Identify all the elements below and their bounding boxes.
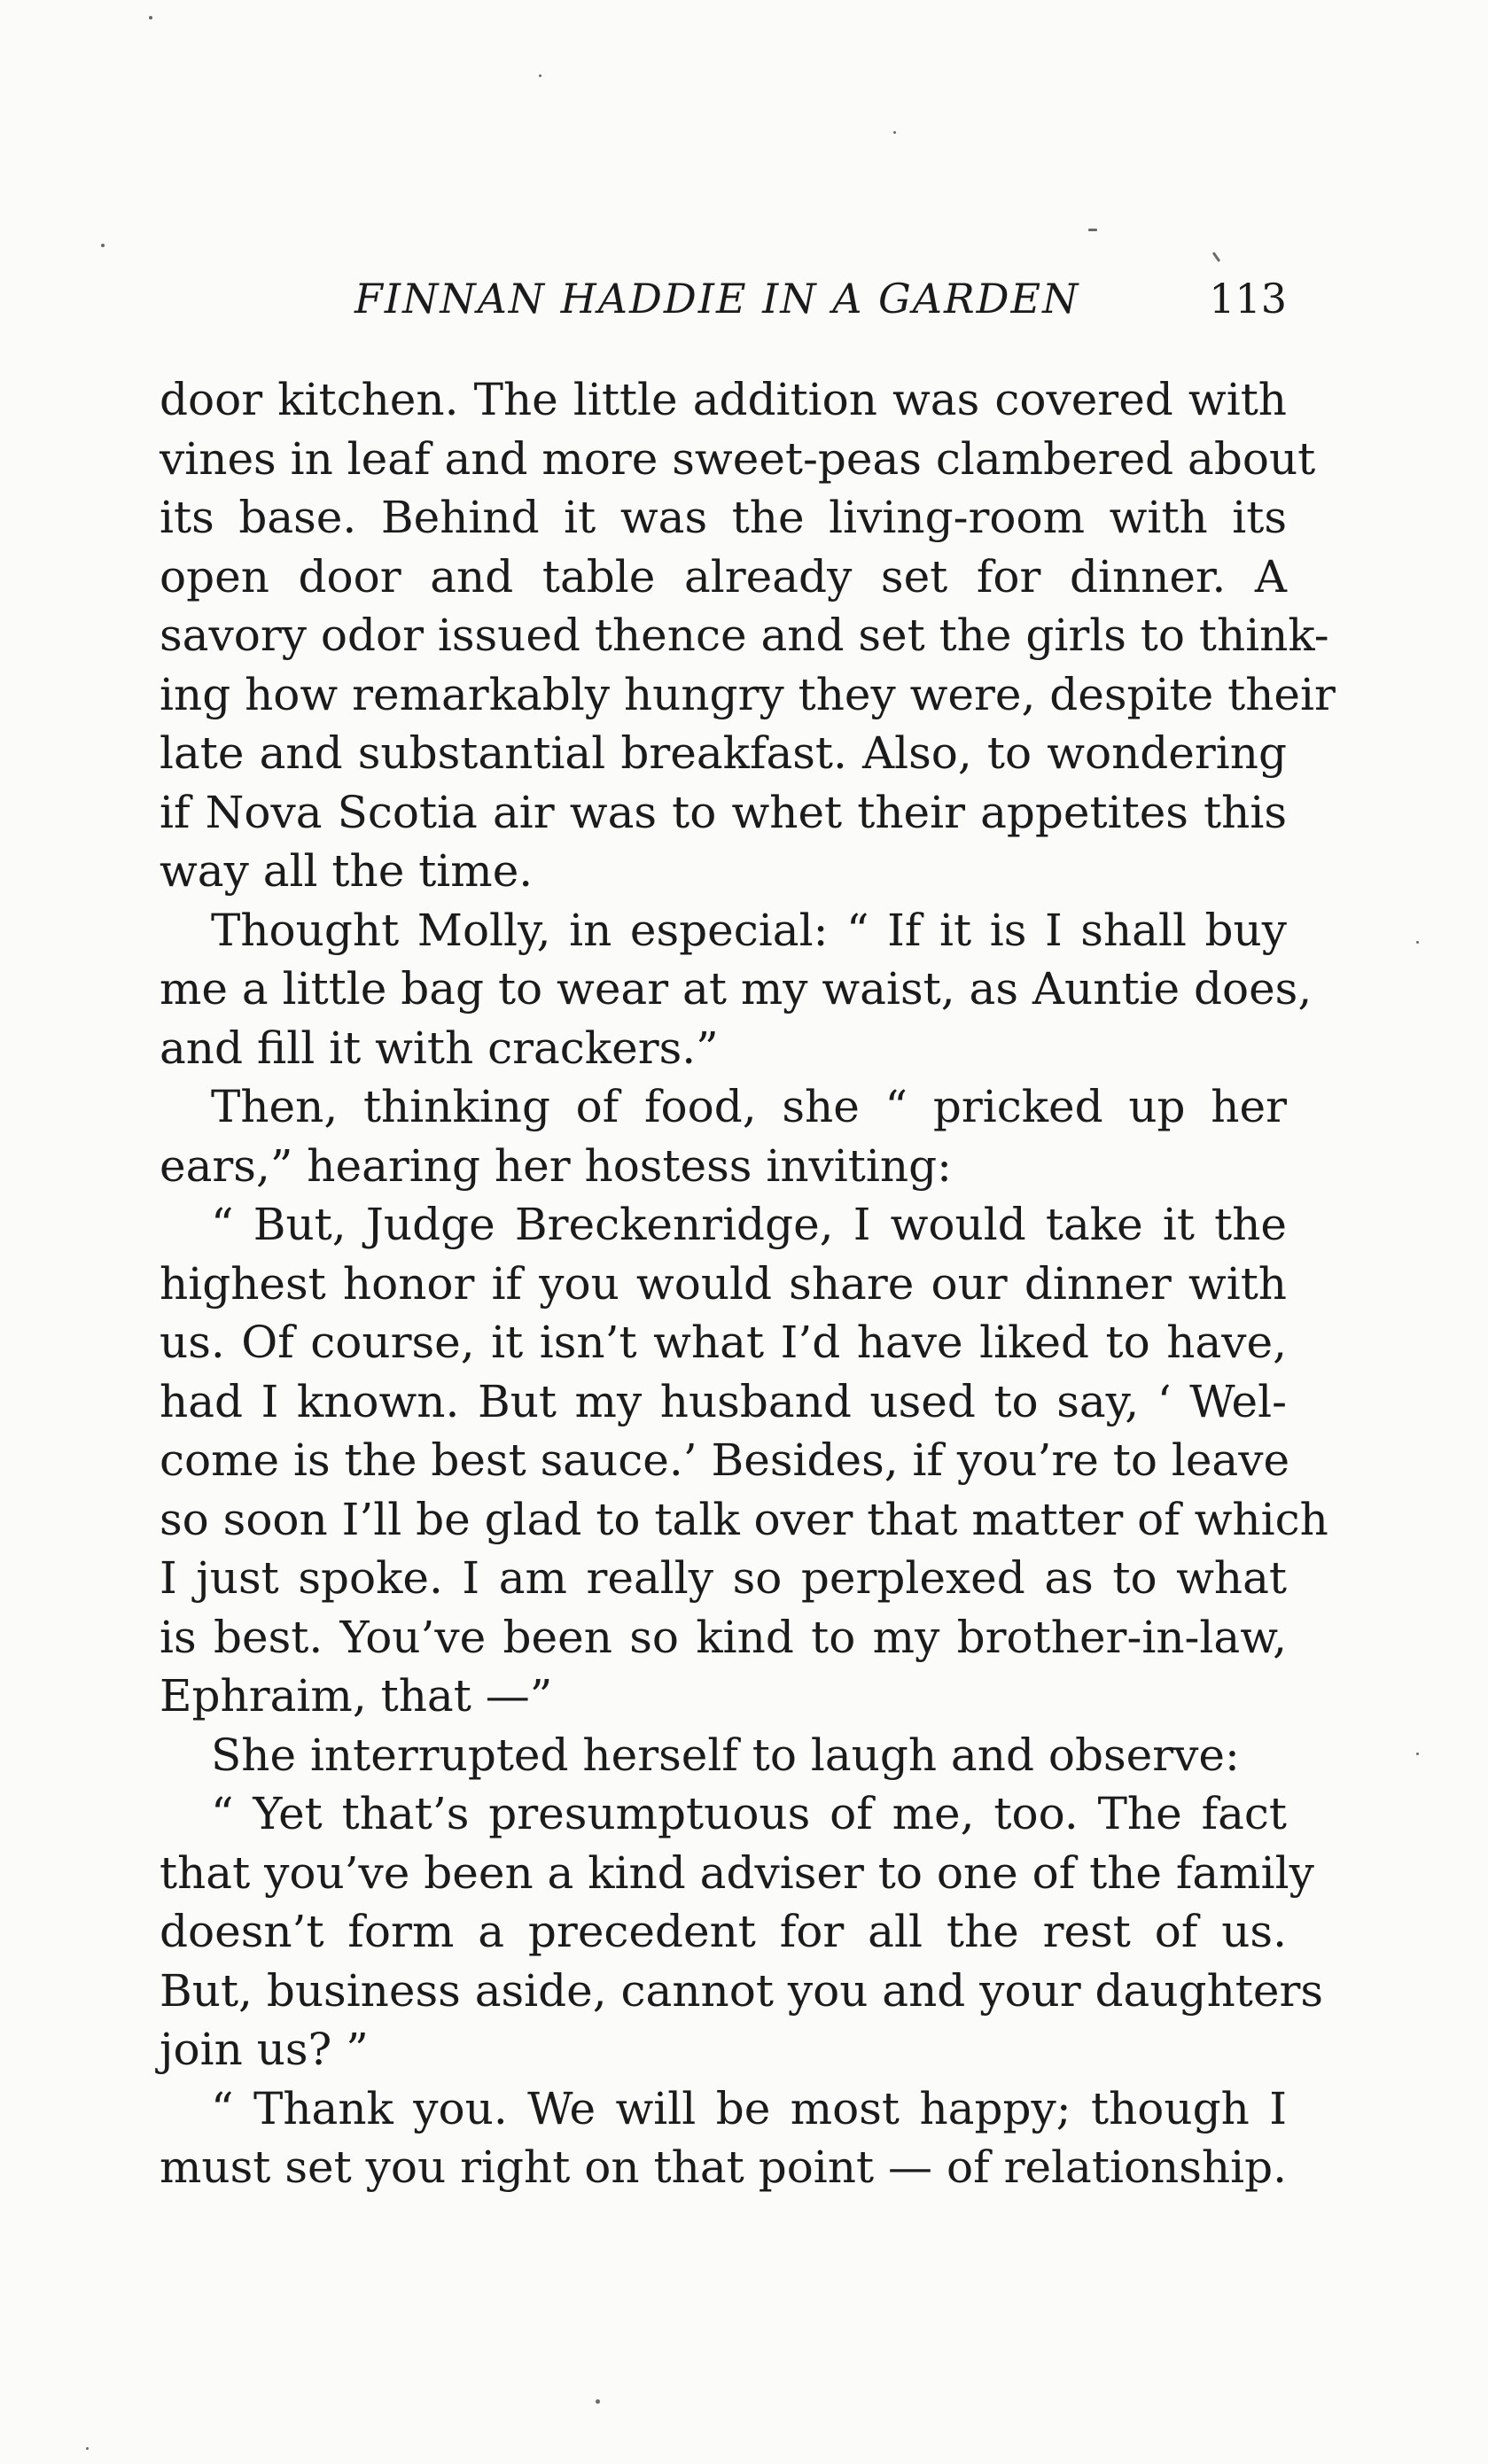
- print-speck: [1212, 252, 1220, 262]
- text-line: join us? ”: [160, 2024, 369, 2075]
- text-line: is best. You’ve been so kind to my brother-in-law,: [160, 1611, 1287, 1663]
- print-speck: [149, 16, 152, 19]
- running-head: [160, 268, 1287, 330]
- print-speck: [539, 74, 541, 77]
- text-line: doesn’t form a precedent for all the rest of us.: [160, 1906, 1287, 1957]
- text-line: us. Of course, it isn’t what I’d have liked to have,: [160, 1317, 1287, 1368]
- text-line: that you’ve been a kind adviser to one of the family: [160, 1846, 1314, 1899]
- text-line: had I known. But my husband used to say, ‘ Wel-: [160, 1375, 1287, 1427]
- text-line: if Nova Scotia air was to whet their appetites this: [160, 786, 1287, 838]
- text-line: way all the time.: [160, 845, 534, 897]
- text-line: “ Thank you. We will be most happy; though I: [211, 2082, 1287, 2134]
- text-line: late and substantial breakfast. Also, to wondering: [160, 727, 1287, 779]
- text-line: “ Yet that’s presumptuous of me, too. The fact: [211, 1788, 1287, 1839]
- text-line: must set you right on that point — of relationship.: [160, 2141, 1287, 2193]
- print-speck: [86, 2447, 89, 2450]
- text-line: ears,” hearing her hostess inviting:: [160, 1139, 952, 1192]
- print-speck: [1416, 1753, 1419, 1755]
- text-line: door kitchen. The little addition was covered with: [160, 374, 1287, 425]
- text-line: come is the best sauce.’ Besides, if you’re to leave: [160, 1434, 1290, 1486]
- text-line: so soon I’ll be glad to talk over that matter of which: [160, 1493, 1328, 1545]
- text-line: Thought Molly, in especial: “ If it is I shall buy: [211, 904, 1287, 956]
- text-line: vines in leaf and more sweet-peas clambered about: [160, 432, 1316, 485]
- text-line: ing how remarkably hungry they were, despite their: [160, 668, 1336, 720]
- text-line: Then, thinking of food, she “ pricked up her: [211, 1081, 1287, 1132]
- print-speck: [893, 131, 896, 134]
- print-speck: [1416, 941, 1419, 944]
- text-line: She interrupted herself to laugh and observe:: [211, 1729, 1240, 1781]
- text-line: I just spoke. I am really so perplexed as to what: [160, 1552, 1287, 1604]
- text-line: But, business aside, cannot you and your daughters: [160, 1964, 1324, 2017]
- print-speck: [101, 244, 105, 247]
- text-line: Ephraim, that —”: [160, 1670, 553, 1722]
- print-speck: [596, 2399, 600, 2404]
- text-line: open door and table already set for dinner. A: [160, 550, 1287, 602]
- body-text: [160, 370, 1336, 2197]
- page-number: 113: [1209, 275, 1287, 323]
- text-line: highest honor if you would share our dinner with: [160, 1257, 1287, 1310]
- text-line: “ But, Judge Breckenridge, I would take it the: [211, 1199, 1287, 1250]
- text-line: savory odor issued thence and set the girls to think-: [160, 610, 1329, 661]
- text-line: me a little bag to wear at my waist, as Auntie does,: [160, 963, 1313, 1014]
- running-title: FINNAN HADDIE IN A GARDEN: [354, 275, 1080, 323]
- text-line: its base. Behind it was the living-room with its: [160, 492, 1287, 543]
- text-line: and fill it with crackers.”: [160, 1022, 719, 1074]
- print-speck: [1088, 229, 1097, 231]
